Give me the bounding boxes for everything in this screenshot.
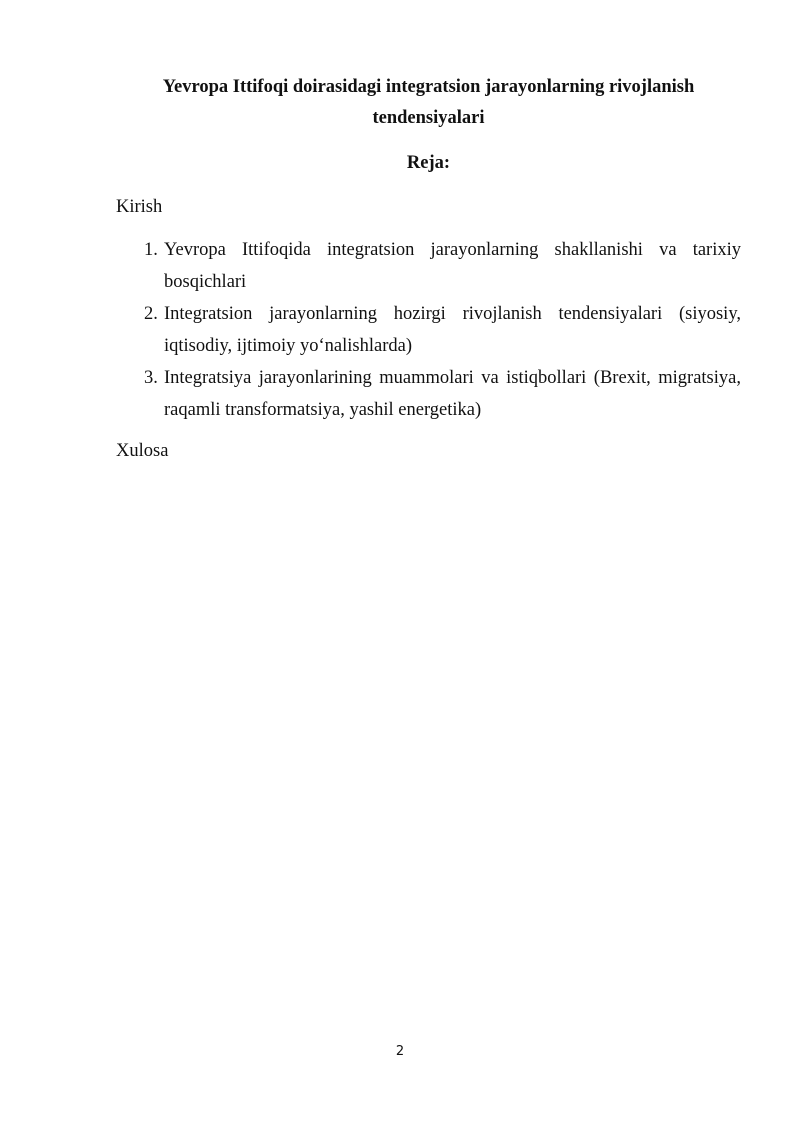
plan-item-text: Yevropa Ittifoqida integratsion jarayonlarning shakllanishi va tarixiy bosqichlari <box>164 240 741 292</box>
intro-heading: Kirish <box>116 197 163 217</box>
plan-item-number: 1. <box>144 240 158 260</box>
document-title-line-2: tendensiyalari <box>372 108 485 128</box>
conclusion-heading: Xulosa <box>116 441 169 461</box>
document-title <box>116 72 741 134</box>
plan-item-3 <box>116 362 741 426</box>
plan-heading: Reja: <box>406 153 451 173</box>
plan-item-text: Integratsion jarayonlarning hozirgi rivojlanish tendensiyalari (siyosiy, iqtisodiy, ijtimoiy yo‘nalishlarda) <box>164 304 741 356</box>
plan-item-number: 3. <box>144 368 158 388</box>
plan-item-1 <box>116 234 741 298</box>
plan-item-text: Integratsiya jarayonlarining muammolari va istiqbollari (Brexit, migratsiya, raqamli transformatsiya, yashil energetika) <box>164 368 741 420</box>
page-number: 2 <box>395 1044 405 1059</box>
document-title-line-1: Yevropa Ittifoqi doirasidagi integratsion jarayonlarning rivojlanish <box>162 77 695 97</box>
plan-item-2 <box>116 298 741 362</box>
plan-item-number: 2. <box>144 304 158 324</box>
plan-list <box>116 234 741 426</box>
